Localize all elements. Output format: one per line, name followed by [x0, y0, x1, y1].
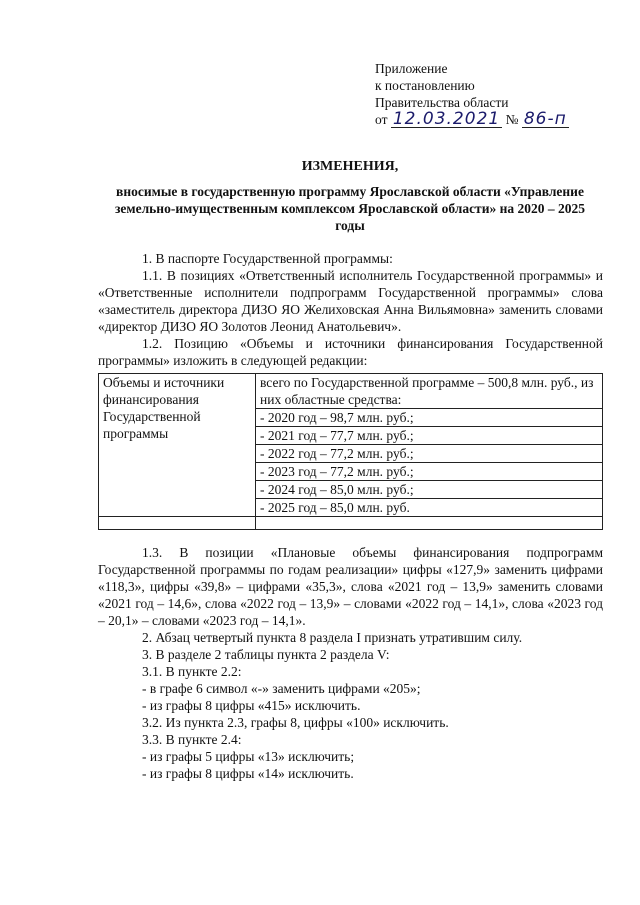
funding-line: - 2023 год – 77,2 млн. руб.;: [256, 463, 602, 481]
table-spacer: [99, 517, 256, 530]
paragraph-3-2: 3.2. Из пункта 2.3, графы 8, цифры «100» исключить.: [142, 715, 449, 730]
from-label: от: [375, 112, 388, 127]
number-label: №: [505, 112, 519, 127]
paragraph-3-3-b: - из графы 8 цифры «14» исключить.: [142, 766, 354, 781]
handwritten-date: 12.03.2021: [392, 109, 501, 129]
funding-line: всего по Государственной программе – 500,8 млн. руб., из них областные средства:: [256, 374, 602, 409]
funding-line: - 2024 год – 85,0 млн. руб.;: [256, 481, 602, 499]
annex-line-2: к постановлению: [375, 78, 475, 93]
document-title: [100, 158, 600, 234]
annex-header: [375, 60, 625, 128]
funding-table-label: Объемы и источники финансирования Государственной программы: [99, 374, 256, 517]
paragraph-3-3-a: - из графы 5 цифры «13» исключить;: [142, 749, 355, 764]
paragraph-2: 2. Абзац четвертый пункта 8 раздела I признать утратившим силу.: [142, 630, 523, 645]
paragraph-3: 3. В разделе 2 таблицы пункта 2 раздела V:: [142, 647, 390, 662]
annex-line-1: Приложение: [375, 61, 448, 76]
paragraph-3-3: 3.3. В пункте 2.4:: [142, 732, 242, 747]
funding-line: - 2025 год – 85,0 млн. руб.: [260, 500, 410, 515]
annex-line-3: Правительства области: [375, 95, 509, 110]
title-subtitle: вносимые в государственную программу Ярославской области «Управление земельно-имущественным комплексом Ярославской области» на 2020 – 2025 годы: [114, 184, 585, 233]
funding-table-values: [256, 374, 603, 517]
handwritten-number: 86-п: [523, 109, 567, 129]
funding-table: [98, 373, 603, 530]
title-heading: ИЗМЕНЕНИЯ,: [301, 159, 399, 174]
paragraph-1-1: 1.1. В позициях «Ответственный исполнитель Государственной программы» и «Ответственные исполнители подпрограмм Государственной программы» слова «заместитель директора ДИЗО ЯО Желиховская Анна Вильямовна» заменить словами «директор ДИЗО ЯО Золотов Леонид Анатольевич».: [98, 268, 603, 334]
paragraph-1-3: 1.3. В позиции «Плановые объемы финансирования подпрограмм Государственной программы по годам реализации» цифры «127,9» заменить цифрами «118,3», цифры «39,8» – цифрами «35,3», слова «2021 год – 13,9» заменить словами «2021 год – 14,6», слова «2022 год – 13,9» – словами «2022 год – 14,1», слова «2023 год – 20,1» – словами «2023 год – 14,1».: [98, 545, 603, 628]
paragraph-3-1: 3.1. В пункте 2.2:: [142, 664, 242, 679]
funding-line: - 2020 год – 98,7 млн. руб.;: [256, 409, 602, 427]
paragraph-3-1-a: - в графе 6 символ «-» заменить цифрами «205»;: [142, 681, 421, 696]
paragraph-1-2: 1.2. Позицию «Объемы и источники финансирования Государственной программы» изложить в следующей редакции:: [98, 336, 603, 368]
paragraph-1: 1. В паспорте Государственной программы:: [142, 251, 393, 266]
annex-date-line: [375, 111, 625, 128]
funding-line: - 2022 год – 77,2 млн. руб.;: [256, 445, 602, 463]
paragraph-3-1-b: - из графы 8 цифры «415» исключить.: [142, 698, 361, 713]
document-body: [98, 250, 603, 782]
funding-line: - 2021 год – 77,7 млн. руб.;: [256, 427, 602, 445]
table-spacer: [256, 517, 603, 530]
